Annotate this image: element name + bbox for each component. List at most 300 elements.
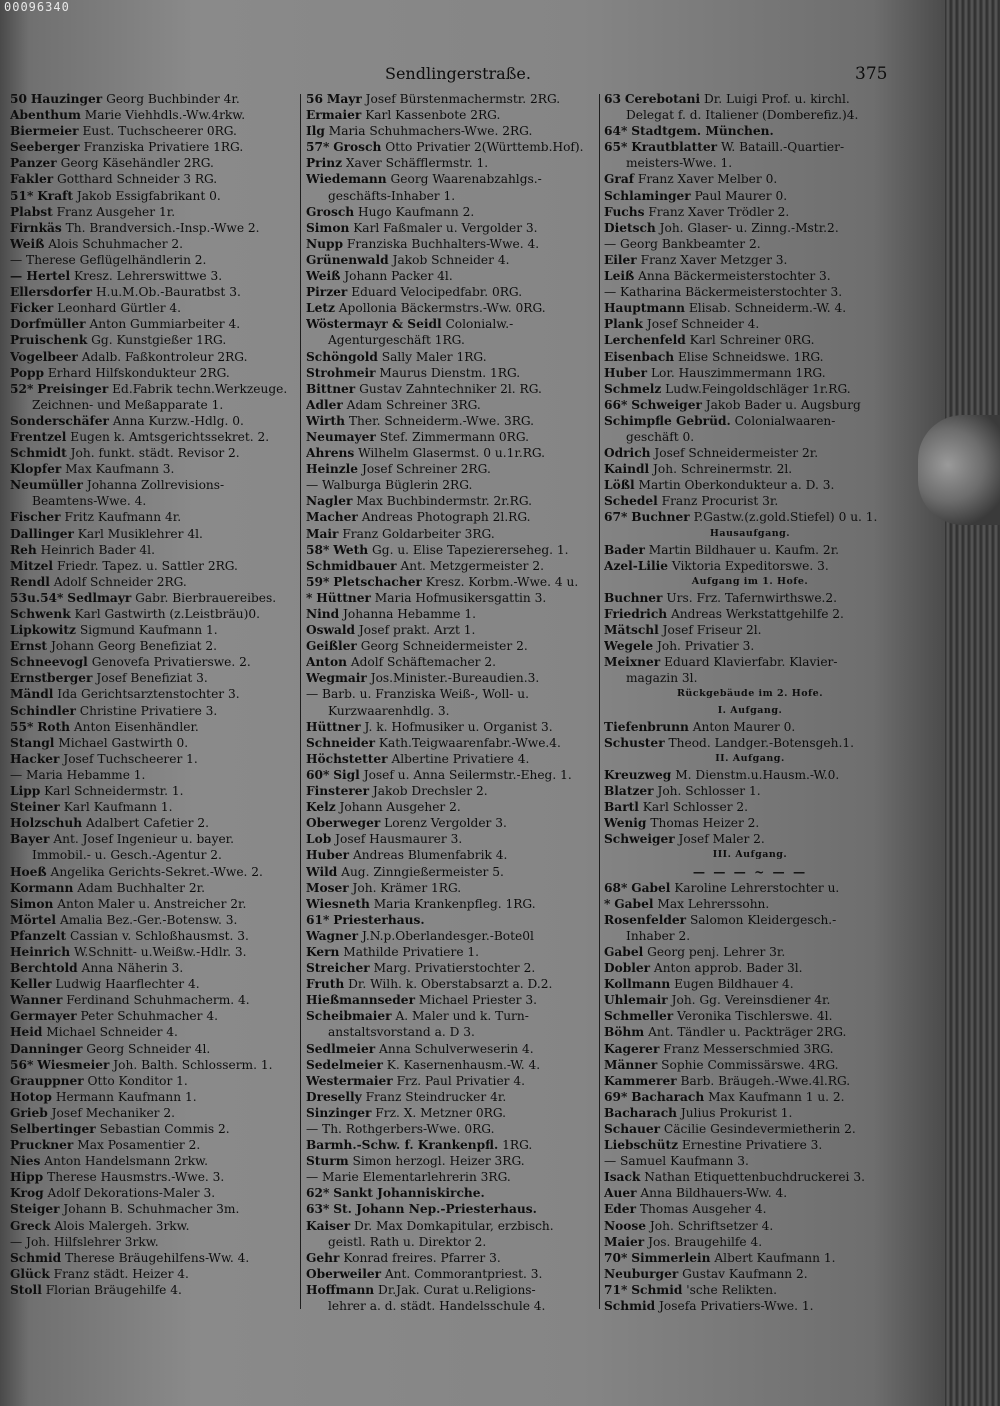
resident-details: — Marie Elementarlehrerin 3RG. bbox=[306, 1170, 511, 1185]
directory-entry bbox=[306, 1266, 596, 1282]
resident-details: Maria Schuhmachers-Wwe. 2RG. bbox=[328, 124, 533, 139]
resident-name: Fruth bbox=[306, 977, 345, 992]
directory-entry bbox=[604, 1250, 896, 1266]
resident-name: Simmerlein bbox=[631, 1250, 711, 1265]
directory-entry bbox=[10, 107, 298, 123]
directory-entry bbox=[10, 944, 298, 960]
house-number: * bbox=[604, 896, 611, 911]
resident-details: Karl Faßmaler u. Vergolder 3. bbox=[353, 220, 538, 235]
resident-details: Martin Oberkondukteur a. D. 3. bbox=[638, 478, 835, 493]
separator-line: — — — ~ — — bbox=[692, 864, 808, 879]
resident-name: Lerchenfeld bbox=[604, 333, 686, 348]
resident-name: Fakler bbox=[10, 172, 54, 187]
directory-entry bbox=[306, 606, 596, 622]
resident-name: Pruischenk bbox=[10, 333, 88, 348]
house-number: 57* bbox=[306, 140, 330, 155]
directory-entry bbox=[10, 413, 298, 429]
directory-entry bbox=[10, 509, 298, 525]
resident-name: Greck bbox=[10, 1218, 51, 1233]
resident-details: Theod. Landger.-Botensgeh.1. bbox=[668, 735, 854, 750]
resident-details: Anna Näherin 3. bbox=[81, 961, 184, 976]
directory-entry bbox=[306, 799, 596, 815]
resident-details: geistl. Rath u. Direktor 2. bbox=[328, 1234, 487, 1249]
resident-name: Leiß bbox=[604, 269, 635, 284]
resident-details: anstaltsvorstand a. D 3. bbox=[328, 1025, 475, 1040]
resident-name: Dreselly bbox=[306, 1089, 362, 1104]
resident-details: Franz Xaver Melber 0. bbox=[637, 172, 778, 187]
directory-entry bbox=[604, 1153, 896, 1169]
resident-name: Schmid bbox=[10, 1250, 62, 1265]
directory-entry bbox=[306, 654, 596, 670]
resident-details: Therese Hausmstrs.-Wwe. 3. bbox=[47, 1170, 225, 1185]
directory-entry bbox=[306, 622, 596, 638]
resident-name: Barmh.-Schw. f. Krankenpfl. bbox=[306, 1138, 499, 1153]
resident-name: Höchstetter bbox=[306, 751, 388, 766]
directory-entry bbox=[604, 171, 896, 187]
section-heading: Aufgang im 1. Hofe. bbox=[691, 575, 809, 587]
resident-details: Georg Waarenabzahlgs.- bbox=[390, 172, 542, 187]
directory-entry bbox=[10, 590, 298, 606]
resident-details: Joh. Gg. Vereinsdiener 4r. bbox=[671, 993, 831, 1008]
resident-details: Max Buchbindermstr. 2r.RG. bbox=[356, 494, 533, 509]
directory-entry bbox=[306, 1169, 596, 1185]
house-number: 63 bbox=[604, 92, 621, 106]
directory-entry bbox=[604, 477, 896, 493]
resident-details: Elise Schneidswe. 1RG. bbox=[677, 349, 824, 364]
resident-details: Ida Gerichtsarztenstochter 3. bbox=[57, 687, 240, 702]
resident-name: Mayr bbox=[326, 92, 362, 106]
resident-details: Urs. Frz. Tafernwirthswe.2. bbox=[666, 590, 838, 605]
directory-entry bbox=[604, 928, 896, 944]
resident-name: Schweiger bbox=[604, 832, 675, 847]
house-number: 62* bbox=[306, 1186, 330, 1201]
directory-entry bbox=[604, 912, 896, 928]
resident-name: Nagler bbox=[306, 494, 353, 509]
resident-name: Glück bbox=[10, 1266, 50, 1281]
directory-entry bbox=[604, 1008, 896, 1024]
resident-details: Eduard Velocipedfabr. 0RG. bbox=[351, 285, 523, 300]
directory-entry bbox=[306, 783, 596, 799]
resident-details: Johann Ausgeher 2. bbox=[339, 800, 461, 815]
resident-details: Ant. Metzgermeister 2. bbox=[400, 558, 544, 573]
resident-name: Gabel bbox=[614, 896, 654, 911]
directory-entry bbox=[604, 735, 896, 751]
directory-entry bbox=[306, 155, 596, 171]
resident-details: Veronika Tischlerswe. 4l. bbox=[677, 1009, 833, 1024]
resident-name: Neumüller bbox=[10, 478, 83, 493]
resident-details: Immobil.- u. Gesch.-Agentur 2. bbox=[32, 848, 222, 863]
directory-entry bbox=[604, 670, 896, 686]
directory-entry bbox=[10, 703, 298, 719]
directory-entry bbox=[10, 751, 298, 767]
resident-name: Liebschütz bbox=[604, 1138, 679, 1153]
resident-details: Dr. Max Domkapitular, erzbisch. bbox=[354, 1218, 554, 1233]
resident-name: Simon bbox=[10, 896, 54, 911]
resident-name: Kollmann bbox=[604, 977, 671, 992]
resident-name: Hießmannseder bbox=[306, 993, 415, 1008]
resident-name: Tiefenbrunn bbox=[604, 719, 689, 734]
directory-entry bbox=[306, 1008, 596, 1024]
resident-name: Heinrich bbox=[10, 944, 71, 959]
resident-name: Macher bbox=[306, 510, 358, 525]
directory-entry bbox=[10, 1121, 298, 1137]
resident-details: Mathilde Privatiere 1. bbox=[343, 944, 480, 959]
resident-details: Josef Schneidermeister 2r. bbox=[654, 446, 819, 461]
resident-details: A. Maler und k. Turn- bbox=[395, 1009, 529, 1024]
resident-details: Michael Gastwirth 0. bbox=[58, 735, 189, 750]
resident-details: Josef Maler 2. bbox=[678, 832, 765, 847]
resident-name: Priesterhaus. bbox=[333, 912, 425, 927]
page-number: 375 bbox=[855, 64, 888, 84]
resident-details: Anna Kurzw.-Hdlg. 0. bbox=[112, 413, 244, 428]
directory-entry bbox=[604, 1201, 896, 1217]
resident-details: Agenturgeschäft 1RG. bbox=[328, 333, 465, 348]
resident-details: Ferdinand Schuhmacherm. 4. bbox=[66, 993, 250, 1008]
resident-details: Eduard Klavierfabr. Klavier- bbox=[664, 655, 838, 670]
directory-entry bbox=[10, 381, 298, 397]
resident-name: Dallinger bbox=[10, 526, 74, 541]
resident-name: Ellersdorfer bbox=[10, 285, 93, 300]
directory-entry bbox=[604, 960, 896, 976]
resident-details: Anna Schulverweserin 4. bbox=[379, 1041, 534, 1056]
resident-details: Zeichnen- und Meßapparate 1. bbox=[32, 397, 224, 412]
resident-name: Ilg bbox=[306, 124, 325, 139]
resident-name: Ernstberger bbox=[10, 671, 93, 686]
resident-name: Grauppner bbox=[10, 1073, 84, 1088]
directory-entry bbox=[306, 815, 596, 831]
directory-entry bbox=[306, 558, 596, 574]
resident-details: Franz Goldarbeiter 3RG. bbox=[342, 526, 495, 541]
directory-entry bbox=[10, 236, 298, 252]
resident-details: — Georg Bankbeamter 2. bbox=[604, 236, 761, 251]
resident-name: Neuburger bbox=[604, 1266, 679, 1281]
house-number: 64* bbox=[604, 124, 628, 139]
resident-name: Lipkowitz bbox=[10, 623, 76, 638]
resident-details: Adalbert Cafetier 2. bbox=[85, 816, 209, 831]
resident-details: Andreas Photograph 2l.RG. bbox=[361, 510, 531, 525]
resident-name: Hauzinger bbox=[30, 92, 103, 106]
house-number: 66* bbox=[604, 397, 628, 412]
directory-entry bbox=[604, 349, 896, 365]
resident-details: Ed.Fabrik techn.Werkzeuge. bbox=[112, 381, 288, 396]
resident-name: Heid bbox=[10, 1025, 43, 1040]
resident-name: Steiner bbox=[10, 800, 60, 815]
directory-entry bbox=[306, 252, 596, 268]
resident-details: Michael Priester 3. bbox=[418, 993, 538, 1008]
resident-details: Adolf Schäftemacher 2. bbox=[350, 655, 496, 670]
resident-details: Sophie Commissärswe. 4RG. bbox=[661, 1057, 839, 1072]
directory-entry bbox=[10, 1153, 298, 1169]
resident-name: Wanner bbox=[10, 993, 63, 1008]
resident-name: Schweiger bbox=[631, 397, 702, 412]
resident-details: Maria Hofmusikersgattin 3. bbox=[374, 590, 547, 605]
house-number: 59* bbox=[306, 574, 330, 589]
resident-name: Gehr bbox=[306, 1250, 340, 1265]
resident-details: Dr.Jak. Curat u.Religions- bbox=[378, 1282, 536, 1297]
resident-details: Adalb. Faßkontroleur 2RG. bbox=[81, 349, 248, 364]
directory-entry bbox=[604, 268, 896, 284]
directory-entry bbox=[604, 1073, 896, 1089]
resident-details: J.N.p.Oberlandesger.-Bote0l bbox=[361, 928, 534, 943]
directory-entry bbox=[306, 220, 596, 236]
resident-name: Schneevogl bbox=[10, 655, 88, 670]
directory-entry bbox=[10, 654, 298, 670]
directory-entry bbox=[604, 622, 896, 638]
house-number: 52* bbox=[10, 381, 34, 396]
resident-details: Delegat f. d. Italiener (Domberefiz.)4. bbox=[626, 108, 859, 123]
directory-entry bbox=[306, 574, 596, 590]
resident-name: Frentzel bbox=[10, 429, 67, 444]
resident-details: Johanna Zollrevisions- bbox=[86, 478, 225, 493]
directory-entry bbox=[604, 300, 896, 316]
resident-details: Anton Gummiarbeiter 4. bbox=[89, 317, 241, 332]
resident-name: Lob bbox=[306, 832, 332, 847]
resident-name: Strohmeir bbox=[306, 365, 376, 380]
directory-entry bbox=[604, 413, 896, 429]
resident-details: Josef Bürstenmachermstr. 2RG. bbox=[365, 92, 561, 106]
directory-entry bbox=[306, 719, 596, 735]
directory-entry bbox=[604, 558, 896, 574]
directory-entry bbox=[10, 880, 298, 896]
directory-entry bbox=[604, 332, 896, 348]
resident-name: Roth bbox=[37, 719, 70, 734]
resident-name: Popp bbox=[10, 365, 45, 380]
resident-name: Kaindl bbox=[604, 462, 650, 477]
resident-details: Lorenz Vergolder 3. bbox=[384, 816, 507, 831]
resident-details: geschäft 0. bbox=[626, 429, 695, 444]
resident-name: Hüttner bbox=[316, 590, 371, 605]
directory-entry bbox=[604, 896, 896, 912]
resident-details: Michael Schneider 4. bbox=[46, 1025, 178, 1040]
resident-name: Gabel bbox=[631, 880, 671, 895]
resident-name: Hüttner bbox=[306, 719, 361, 734]
directory-entry bbox=[306, 1298, 596, 1314]
directory-entry bbox=[604, 976, 896, 992]
resident-details: Johann Georg Benefiziat 2. bbox=[50, 639, 217, 654]
resident-details: Friedr. Tapez. u. Sattler 2RG. bbox=[56, 558, 238, 573]
resident-name: Kormann bbox=[10, 880, 74, 895]
resident-details: Thomas Heizer 2. bbox=[650, 816, 760, 831]
resident-name: Schwenk bbox=[10, 607, 71, 621]
resident-name: Wiesmeier bbox=[37, 1057, 110, 1072]
resident-details: Josef Benefiziat 3. bbox=[96, 671, 208, 686]
directory-entry bbox=[10, 477, 298, 493]
directory-entry bbox=[306, 590, 596, 606]
resident-name: Neumayer bbox=[306, 429, 376, 444]
resident-details: Franz Xaver Trödler 2. bbox=[648, 204, 790, 219]
directory-entry bbox=[306, 1185, 596, 1201]
resident-details: H.u.M.Ob.-Bauratbst 3. bbox=[95, 285, 241, 300]
directory-entry bbox=[306, 397, 596, 413]
resident-name: Eder bbox=[604, 1202, 636, 1217]
column-right bbox=[604, 91, 896, 1314]
directory-entry bbox=[604, 1266, 896, 1282]
resident-details: Hermann Kaufmann 1. bbox=[55, 1089, 197, 1104]
resident-details: Joh. Schriftsetzer 4. bbox=[649, 1218, 774, 1233]
house-number: 69* bbox=[604, 1089, 628, 1104]
resident-details: Maria Krankenpfleg. 1RG. bbox=[373, 896, 536, 911]
resident-details: Thomas Ausgeher 4. bbox=[639, 1202, 767, 1217]
resident-name: Bacharach bbox=[631, 1089, 705, 1104]
resident-details: Kath.Teigwaarenfabr.-Wwe.4. bbox=[378, 735, 561, 750]
resident-name: Nies bbox=[10, 1154, 41, 1169]
directory-entry bbox=[10, 252, 298, 268]
resident-name: Weth bbox=[333, 542, 369, 557]
directory-entry bbox=[306, 526, 596, 542]
resident-name: Dietsch bbox=[604, 220, 656, 235]
directory-entry bbox=[10, 1201, 298, 1217]
resident-details: Dr. Luigi Prof. u. kirchl. bbox=[704, 92, 850, 106]
directory-entry bbox=[10, 284, 298, 300]
resident-name: Wild bbox=[306, 864, 338, 879]
resident-details: Gg. Kunstgießer 1RG. bbox=[91, 333, 227, 348]
resident-details: Sally Maler 1RG. bbox=[381, 349, 487, 364]
resident-name: Gabel bbox=[604, 944, 644, 959]
resident-details: M. Dienstm.u.Hausm.-W.0. bbox=[675, 767, 840, 782]
directory-entry bbox=[10, 622, 298, 638]
resident-details: Jos.Minister.-Bureaudien.3. bbox=[370, 671, 540, 686]
directory-entry bbox=[10, 1282, 298, 1298]
resident-details: Johanna Hebamme 1. bbox=[343, 607, 476, 621]
resident-details: Inhaber 2. bbox=[626, 928, 691, 943]
directory-entry bbox=[306, 864, 596, 880]
resident-details: Nathan Etiquettenbuchdruckerei 3. bbox=[644, 1170, 865, 1185]
resident-name: Schmelz bbox=[604, 381, 662, 396]
directory-entry bbox=[306, 928, 596, 944]
resident-name: Germayer bbox=[10, 1009, 77, 1024]
resident-details: Salomon Kleidergesch.- bbox=[689, 912, 837, 927]
resident-details: Josef Friseur 2l. bbox=[662, 623, 762, 638]
resident-details: Joh. Krämer 1RG. bbox=[352, 880, 462, 895]
resident-name: Oberweger bbox=[306, 816, 381, 831]
resident-name: Wegmair bbox=[306, 671, 367, 686]
resident-name: Dobler bbox=[604, 961, 651, 976]
directory-entry bbox=[10, 542, 298, 558]
directory-entry bbox=[604, 783, 896, 799]
resident-name: Stoll bbox=[10, 1282, 42, 1297]
resident-name: Buchner bbox=[604, 590, 663, 605]
resident-details: Barb. Bräugeh.-Wwe.4l.RG. bbox=[680, 1073, 851, 1088]
directory-entry bbox=[306, 268, 596, 284]
house-number: 51* bbox=[10, 188, 34, 203]
resident-details: Dr. Wilh. k. Oberstabsarzt a. D.2. bbox=[348, 977, 553, 992]
house-number: 56* bbox=[10, 1057, 34, 1072]
house-number: 67* bbox=[604, 510, 628, 525]
directory-entry bbox=[604, 1218, 896, 1234]
resident-name: Krog bbox=[10, 1186, 44, 1201]
resident-name: Oswald bbox=[306, 623, 356, 638]
resident-name: Westermaier bbox=[306, 1073, 393, 1088]
resident-name: Mätschl bbox=[604, 623, 659, 638]
directory-entry bbox=[10, 1137, 298, 1153]
resident-details: Anton Handelsmann 2rkw. bbox=[44, 1154, 209, 1169]
resident-details: geschäfts-Inhaber 1. bbox=[328, 188, 456, 203]
directory-entry bbox=[10, 864, 298, 880]
column-left bbox=[10, 91, 298, 1298]
resident-details: Josef prakt. Arzt 1. bbox=[358, 623, 476, 638]
directory-entry bbox=[306, 445, 596, 461]
resident-name: Auer bbox=[604, 1186, 637, 1201]
house-number: 55* bbox=[10, 719, 34, 734]
directory-entry bbox=[604, 381, 896, 397]
directory-entry bbox=[10, 461, 298, 477]
directory-entry bbox=[604, 1298, 896, 1314]
resident-details: Alois Malergeh. 3rkw. bbox=[54, 1218, 190, 1233]
resident-name: Pfanzelt bbox=[10, 928, 67, 943]
resident-details: Adolf Schneider 2RG. bbox=[53, 574, 187, 589]
resident-name: Huber bbox=[604, 365, 648, 380]
resident-name: Geißler bbox=[306, 639, 357, 654]
resident-details: Karl Gastwirth (z.Leistbräu)0. bbox=[74, 607, 260, 621]
directory-entry bbox=[10, 1169, 298, 1185]
resident-name: Panzer bbox=[10, 156, 57, 171]
resident-details: Karl Schlosser 2. bbox=[642, 800, 749, 815]
resident-details: Kresz. Lehrerswittwe 3. bbox=[74, 269, 223, 284]
house-number: * bbox=[306, 590, 313, 605]
directory-entry bbox=[306, 1024, 596, 1040]
resident-name: Schmid bbox=[604, 1299, 656, 1314]
resident-details: — Maria Hebamme 1. bbox=[10, 767, 146, 782]
resident-name: Uhlemair bbox=[604, 993, 668, 1008]
directory-entry bbox=[306, 686, 596, 702]
resident-name: Eiler bbox=[604, 252, 637, 267]
resident-details: — Walburga Büglerin 2RG. bbox=[306, 478, 473, 493]
directory-entry bbox=[604, 542, 896, 558]
resident-details: Ludwig Haarflechter 4. bbox=[55, 977, 200, 992]
house-number: 68* bbox=[604, 880, 628, 895]
section-heading: Hausaufgang. bbox=[709, 527, 791, 539]
resident-details: Stef. Zimmermann 0RG. bbox=[379, 429, 529, 444]
resident-details: Adolf Dekorations-Maler 3. bbox=[47, 1186, 216, 1201]
resident-details: Franz Ausgeher 1r. bbox=[56, 204, 176, 219]
directory-entry bbox=[10, 1073, 298, 1089]
resident-details: Josef Tuchscheerer 1. bbox=[63, 751, 198, 766]
resident-name: Vogelbeer bbox=[10, 349, 78, 364]
directory-entry bbox=[306, 349, 596, 365]
house-number: 53u.54* bbox=[10, 590, 64, 605]
resident-name: Sturm bbox=[306, 1154, 349, 1169]
directory-entry bbox=[306, 236, 596, 252]
directory-entry bbox=[604, 188, 896, 204]
resident-details: Joh. funkt. städt. Revisor 2. bbox=[70, 446, 240, 461]
resident-details: Peter Schuhmacher 4. bbox=[80, 1009, 218, 1024]
resident-details: Albert Kaufmann 1. bbox=[714, 1250, 836, 1265]
resident-details: Christine Privatiere 3. bbox=[79, 703, 218, 718]
resident-name: Klopfer bbox=[10, 462, 62, 477]
directory-entry bbox=[306, 1153, 596, 1169]
directory-entry bbox=[10, 638, 298, 654]
resident-name: Simon bbox=[306, 220, 350, 235]
resident-details: Georg Schneider 4l. bbox=[86, 1041, 211, 1056]
resident-name: Keller bbox=[10, 977, 52, 992]
resident-name: Schmid bbox=[631, 1282, 683, 1297]
resident-details: Maurus Dienstm. 1RG. bbox=[379, 365, 521, 380]
resident-details: Ant. Josef Ingenieur u. bayer. bbox=[53, 832, 235, 847]
resident-details: Hugo Kaufmann 2. bbox=[357, 204, 475, 219]
resident-details: Ernestine Privatiere 3. bbox=[681, 1138, 823, 1153]
resident-name: Streicher bbox=[306, 961, 370, 976]
resident-name: Fuchs bbox=[604, 204, 645, 219]
directory-entry bbox=[306, 1218, 596, 1234]
directory-entry bbox=[306, 316, 596, 332]
resident-name: Schimpfle Gebrüd. bbox=[604, 413, 731, 428]
resident-name: Böhm bbox=[604, 1025, 645, 1040]
resident-name: Fischer bbox=[10, 510, 61, 525]
directory-entry bbox=[10, 670, 298, 686]
resident-details: Paul Maurer 0. bbox=[694, 188, 788, 203]
resident-name: Wegele bbox=[604, 639, 654, 654]
resident-details: Eust. Tuchscheerer 0RG. bbox=[82, 124, 237, 139]
